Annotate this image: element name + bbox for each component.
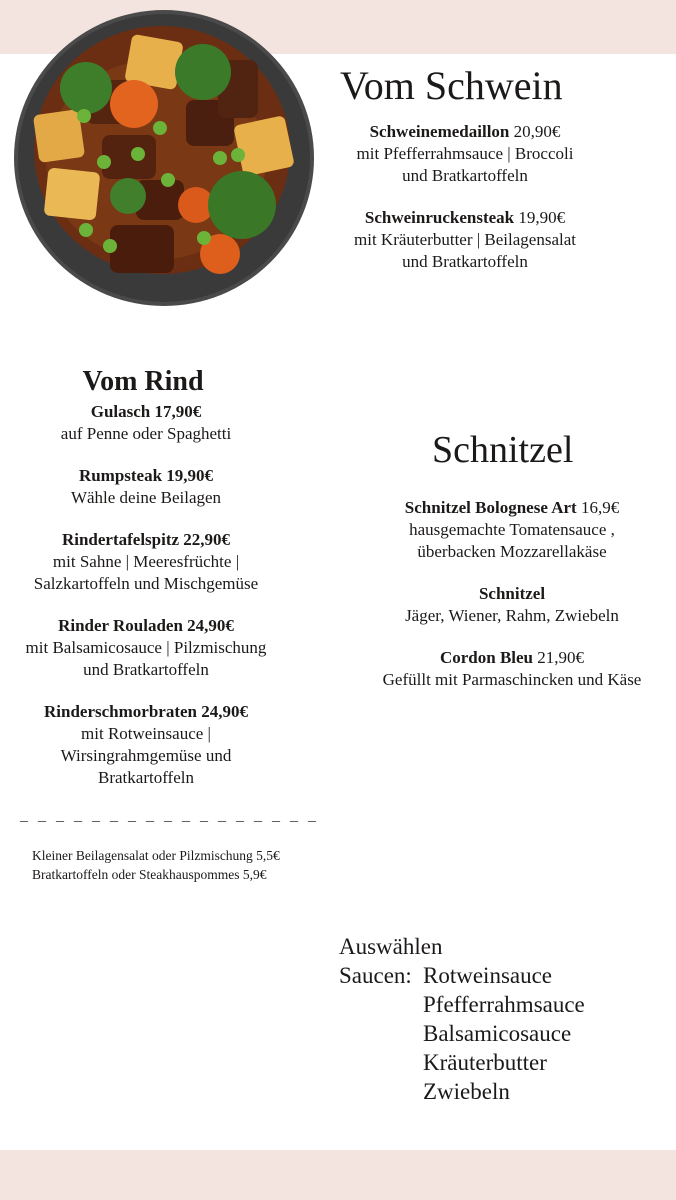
sauce-option: Pfefferrahmsauce [423,992,585,1017]
menu-item-description: Salzkartoffeln und Mischgemüse [33,574,259,593]
sauce-label: Saucen: [339,963,412,988]
menu-item-name: Schweinruckensteak [364,208,515,227]
menu-item-name: Cordon Bleu [439,648,534,667]
menu-item [330,121,600,187]
schnitzel-menu-list [362,497,662,711]
sauce-list [423,961,585,1106]
menu-item-description: Gefüllt mit Parmaschincken und Käse [382,670,642,689]
menu-item-description: Wähle deine Beilagen [70,488,222,507]
sauce-option: Balsamicosauce [423,1021,572,1046]
sauce-option: Rotweinsauce [423,963,553,988]
menu-item-name: Rumpsteak 19,90€ [78,466,214,485]
menu-item-description: Jäger, Wiener, Rahm, Zwiebeln [405,606,619,625]
menu-item-description: mit Kräuterbutter | Beilagensalat [354,230,576,249]
menu-item [362,647,662,691]
menu-item [362,583,662,627]
sauce-heading: Auswählen [339,934,443,959]
menu-item [362,497,662,563]
sauce-option: Zwiebeln [423,1079,510,1104]
menu-item [0,529,292,595]
rind-menu-list [0,401,292,809]
menu-item [0,401,292,445]
menu-item-price: 21,90€ [537,648,585,667]
side-dish-line: Bratkartoffeln oder Steakhauspommes 5,9€ [32,867,267,882]
menu-item [0,615,292,681]
menu-item-description: Bratkartoffeln [98,768,194,787]
menu-item-name: Rinder Rouladen 24,90€ [58,616,234,635]
menu-item-name: Rinderschmorbraten 24,90€ [44,702,248,721]
menu-item-price: 19,90€ [518,208,566,227]
stew-bowl-icon [6,0,318,308]
bottom-band [0,1150,676,1200]
menu-item-description: Wirsingrahmgemüse und [60,746,232,765]
section-title-rind: Vom Rind [82,366,204,397]
divider: _ _ _ _ _ _ _ _ _ _ _ _ _ _ _ _ _ [20,807,319,824]
menu-item [330,207,600,273]
menu-item-price: 20,90€ [513,122,561,141]
sauce-option: Kräuterbutter [423,1050,547,1075]
menu-item-name: Rindertafelspitz 22,90€ [61,530,231,549]
menu-item-description: auf Penne oder Spaghetti [60,424,232,443]
menu-item-price: 16,9€ [580,498,620,517]
menu-item-description: mit Rotweinsauce | [81,724,211,743]
menu-item-name: Schweinemedaillon [369,122,510,141]
menu-item-description: und Bratkartoffeln [83,660,209,679]
section-title-schnitzel: Schnitzel [432,429,574,471]
menu-item-description: und Bratkartoffeln [402,252,528,271]
menu-item [0,465,292,509]
schwein-menu-list [330,121,600,293]
menu-item-name: Schnitzel Bolognese Art [404,498,577,517]
sauce-selection [339,932,585,1106]
side-dish-line: Kleiner Beilagensalat oder Pilzmischung 5,5€ [32,848,280,863]
menu-item-name: Gulasch 17,90€ [90,402,202,421]
section-title-schwein: Vom Schwein [340,63,563,108]
menu-item-description: überbacken Mozzarellakäse [417,542,607,561]
side-dishes [32,846,362,884]
menu-item-description: mit Balsamicosauce | Pilzmischung [25,638,267,657]
menu-item-description: mit Pfefferrahmsauce | Broccoli [356,144,574,163]
menu-item-description: hausgemachte Tomatensauce , [409,520,615,539]
menu-item-description: und Bratkartoffeln [402,166,528,185]
menu-item-description: mit Sahne | Meeresfrüchte | [52,552,240,571]
menu-item-name: Schnitzel [478,584,546,603]
menu-item [0,701,292,789]
